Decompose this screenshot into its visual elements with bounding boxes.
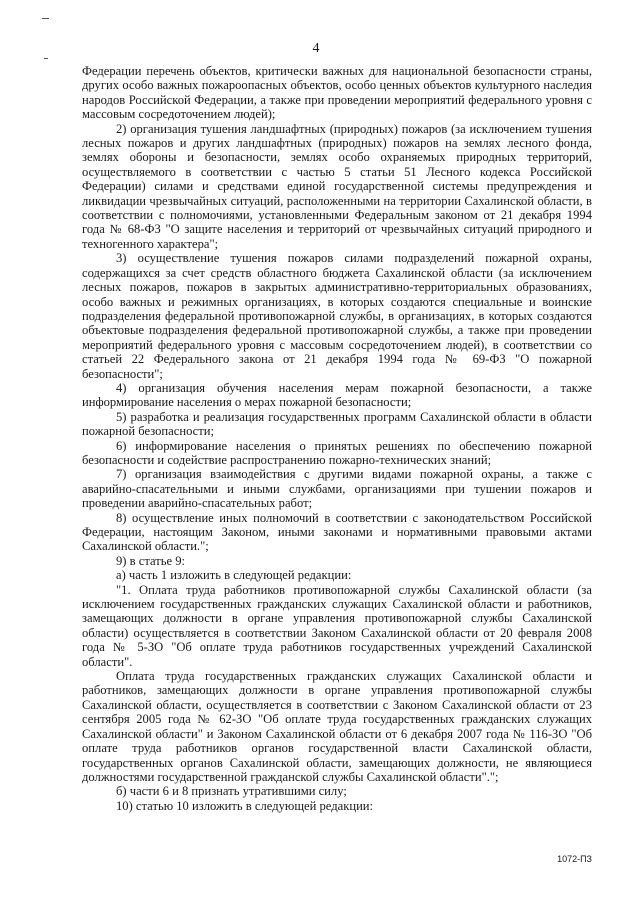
paragraph: 9) в статье 9: [116,553,186,568]
document-code: 1072-ПЗ [557,854,592,864]
scan-mark [42,18,49,19]
scan-mark [44,58,48,59]
paragraph: 6) информирование населения о принятых решениях по обеспечению пожарной безопасности и содействие распространению пожарно-технических знаний; [82,438,592,467]
paragraph: Оплата труда государственных гражданских служащих Сахалинской области и работников, замещающих должности в органе управления противопожарной службы Сахалинской области, осуществляется в соответствии с Законом Сахалинской области от 23 сентября 2005 года № 62-ЗО "Об оплате труда государственных гражданских служащих Сахалинской области" и Законом Сахалинской области от 6 декабря 2007 года № 116-ЗО "Об оплате труда работников органов государственной власти Сахалинской области, государственных органов Сахалинской области, замещающих должности, не являющиеся должностями государственной гражданской службы Сахалинской области"."; [82,669,592,784]
paragraph: а) часть 1 изложить в следующей редакции: [116,568,352,583]
paragraph: "1. Оплата труда работников противопожарной службы Сахалинской области (за исключением государственных гражданских служащих Сахалинской области и работников, замещающих должности в органе управления противопожарной службы Сахалинской области) осуществляется в соответствии Законом Сахалинской области от 20 февраля 2008 года № 5-ЗО "Об оплате труда работников государственных учреждений Сахалинской области". [82,582,592,669]
paragraph: 3) осуществление тушения пожаров силами подразделений пожарной охраны, содержащихся за счет средств областного бюджета Сахалинской области (за исключением лесных пожаров, пожаров в закрытых административно-территориальных образованиях, особо важных и режимных организациях, в которых создаются специальные и воинские подразделения федеральной противопожарной службы, в организациях, в которых создаются объектовые подразделения федеральной противопожарной службы, а также при проведении мероприятий федерального уровня с массовым сосредоточением людей), в соответствии со статьей 22 Федерального закона от 21 декабря 1994 года № 69-ФЗ "О пожарной безопасности"; [82,251,592,381]
paragraph: 7) организация взаимодействия с другими видами пожарной охраны, а также с аварийно-спасательными и иными службами, организациями при тушении пожаров и проведении аварийно-спасательных работ; [82,467,592,511]
page-number: 4 [312,41,320,56]
paragraph: 4) организация обучения населения мерам пожарной безопасности, а также информирование населения о мерах пожарной безопасности; [82,380,592,410]
paragraph: 8) осуществление иных полномочий в соответствии с законодательством Российской Федерации, настоящим Законом, иными законами и нормативными правовыми актами Сахалинской области."; [82,510,592,554]
paragraph: Федерации перечень объектов, критически важных для национальной безопасности страны, других особо важных пожароопасных объектов, особо ценных объектов культурного наследия народов Российской Федерации, а также при проведении мероприятий федерального уровня с массовым сосредоточением людей); [82,64,592,122]
paragraph: 5) разработка и реализация государственных программ Сахалинской области в области пожарной безопасности; [82,409,592,439]
paragraph: 2) организация тушения ландшафтных (природных) пожаров (за исключением тушения лесных пожаров и других ландшафтных (природных) пожаров на землях лесного фонда, землях обороны и безопасности, землях особо охраняемых природных территорий, осуществляемого в соответствии с частью 5 статьи 51 Лесного кодекса Российской Федерации) силами и средствами единой государственной системы предупреждения и ликвидации чрезвычайных ситуаций, расположенными на территории Сахалинской области, в соответствии с полномочиями, установленными Федеральным законом от 21 декабря 1994 года № 68-ФЗ "О защите населения и территорий от чрезвычайных ситуаций природного и техногенного характера"; [82,121,592,251]
paragraph: 10) статью 10 изложить в следующей редакции: [116,798,374,813]
paragraph: б) части 6 и 8 признать утратившими силу; [116,784,347,799]
document-body [82,64,592,813]
